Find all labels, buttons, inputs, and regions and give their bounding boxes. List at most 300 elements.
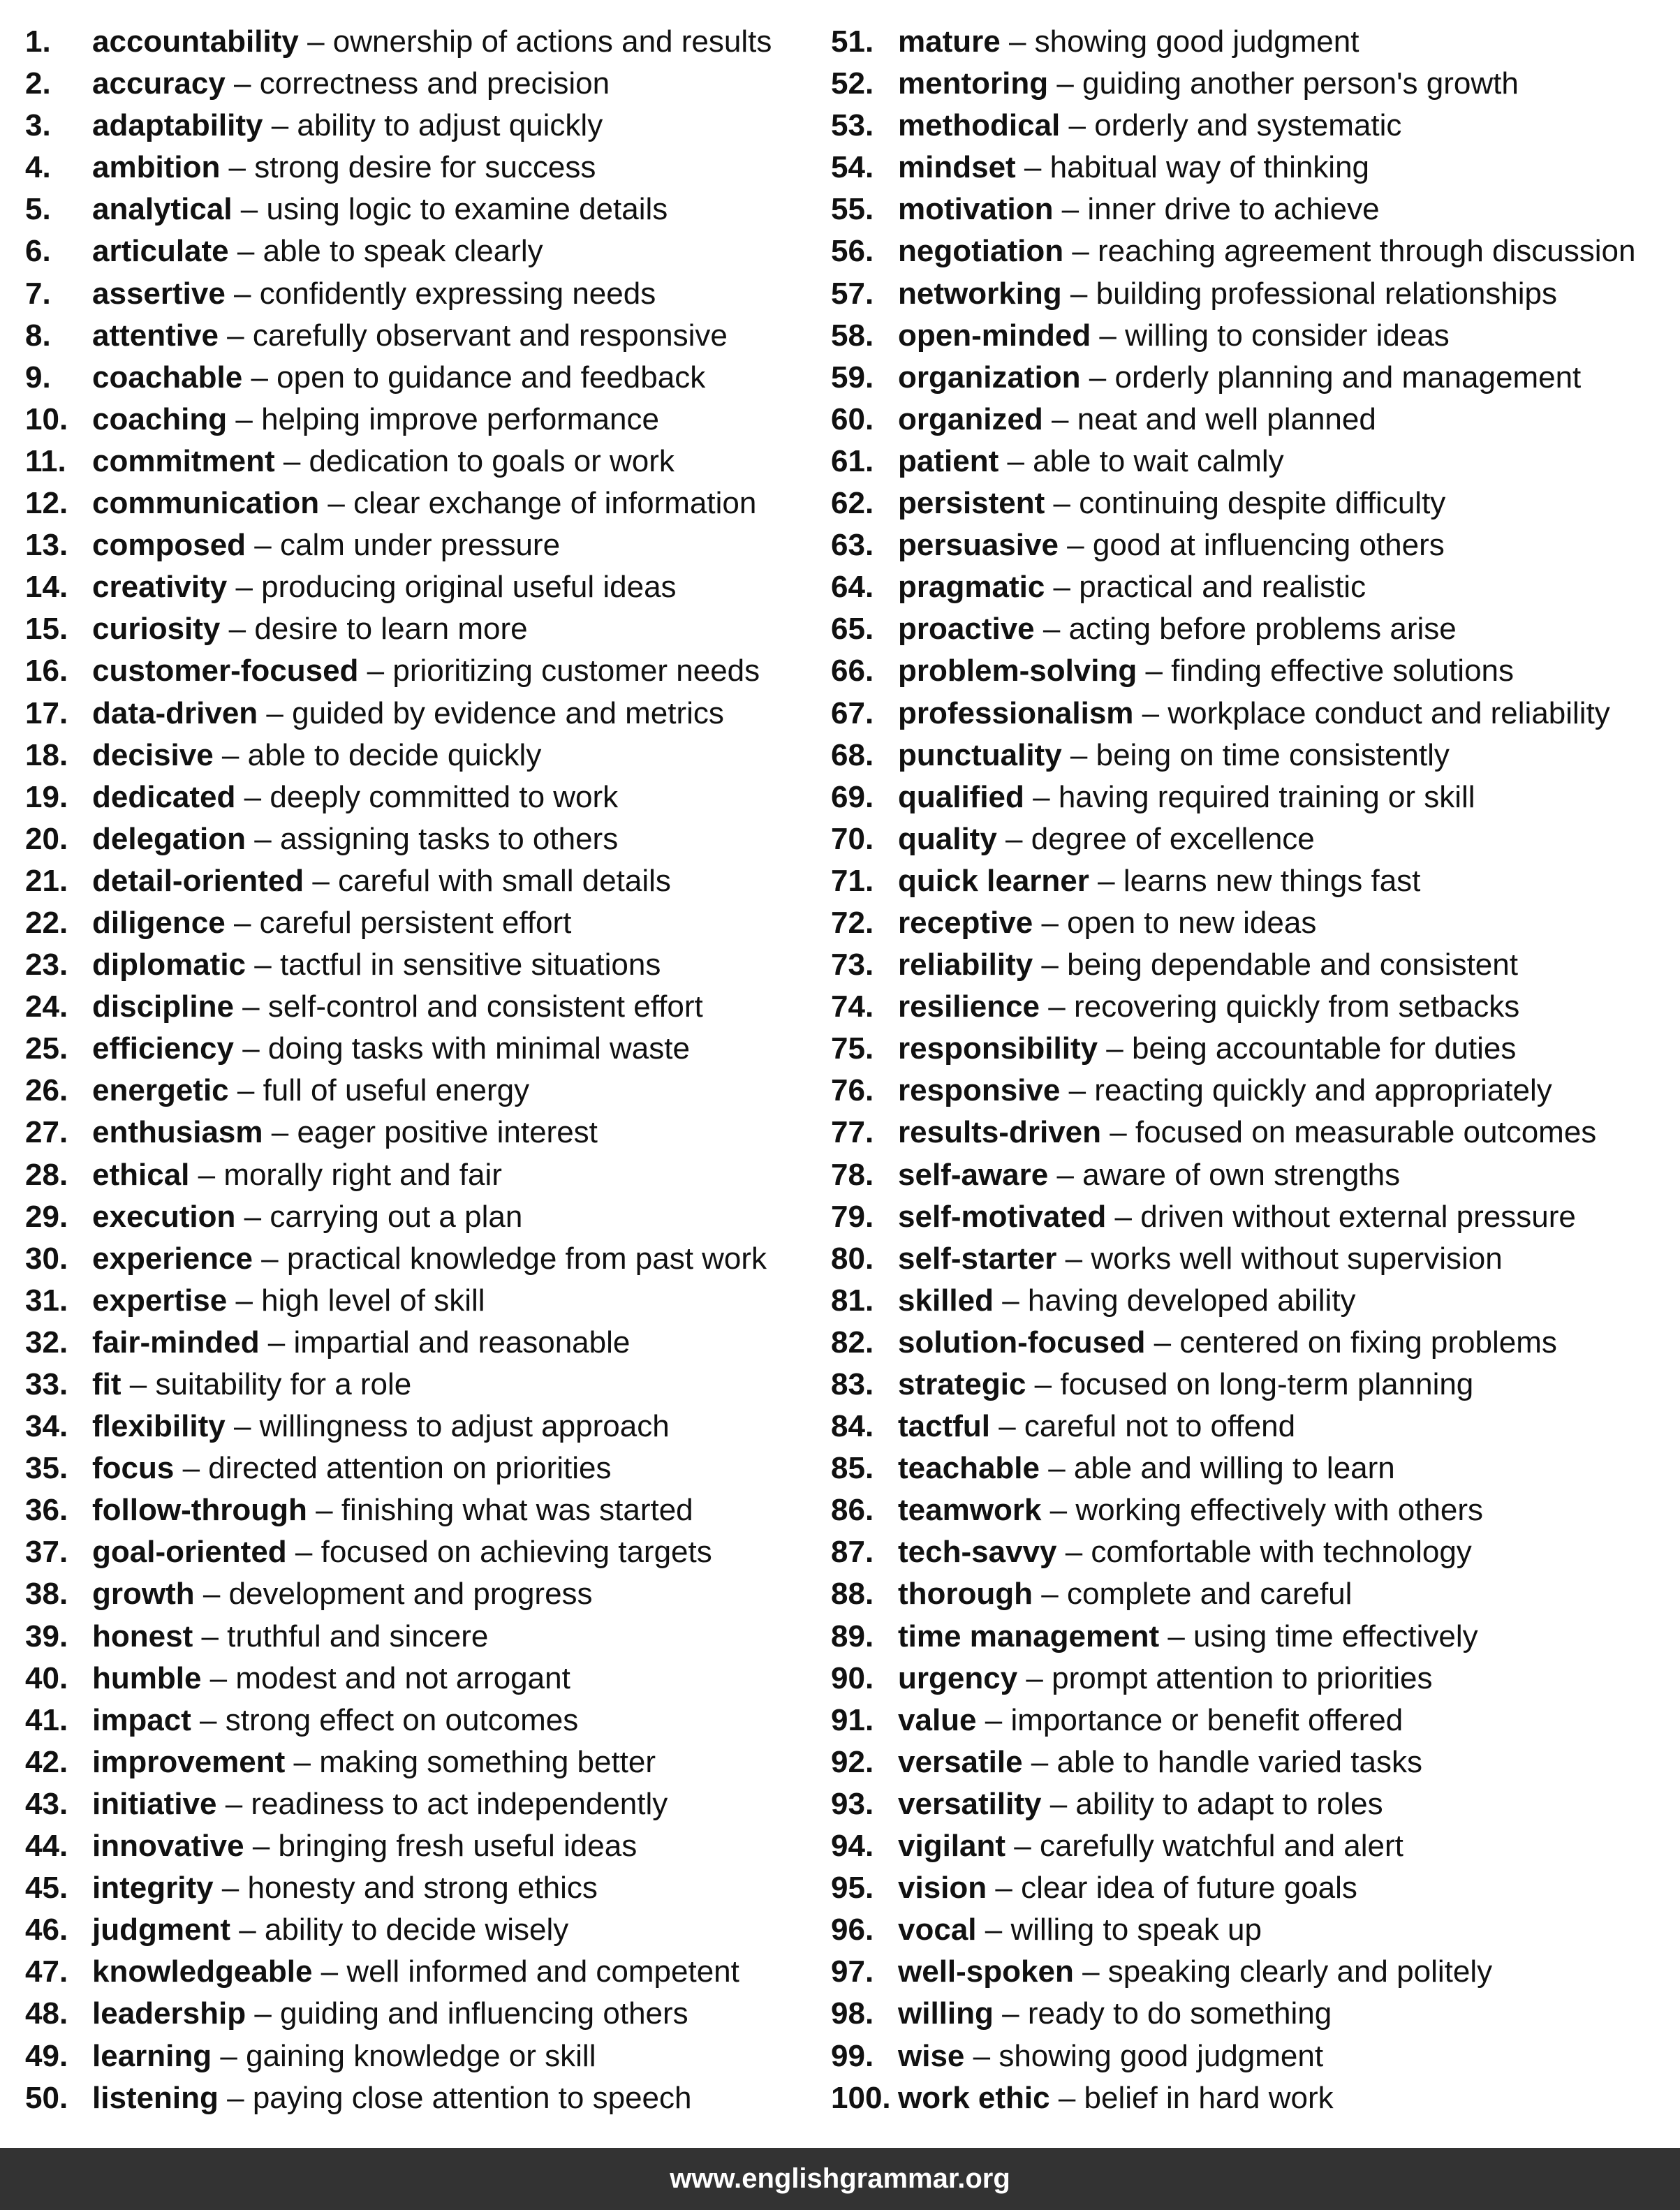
list-item	[831, 1531, 1669, 1573]
item-separator: –	[1026, 1367, 1061, 1401]
list-item	[25, 1825, 821, 1867]
item-definition: good at influencing others	[1092, 528, 1445, 563]
list-item	[831, 1909, 1669, 1951]
list-item	[25, 357, 821, 399]
item-separator: –	[225, 66, 260, 101]
list-item	[25, 1154, 821, 1196]
item-term: detail-oriented	[92, 863, 304, 898]
item-term: fair-minded	[92, 1325, 260, 1360]
item-definition: guided by evidence and metrics	[292, 695, 724, 730]
item-separator: –	[263, 1115, 297, 1150]
item-term: responsive	[898, 1073, 1061, 1108]
item-separator: –	[1033, 905, 1068, 940]
item-separator: –	[1034, 612, 1069, 647]
item-definition: workplace conduct and reliability	[1167, 695, 1610, 730]
item-number: 89.	[831, 1619, 874, 1653]
item-term: mindset	[898, 150, 1016, 185]
item-separator: –	[993, 1283, 1028, 1318]
item-separator: –	[976, 1702, 1011, 1737]
item-separator: –	[242, 360, 277, 395]
item-definition: reacting quickly and appropriately	[1094, 1073, 1552, 1108]
item-number: 3.	[25, 108, 51, 143]
item-separator: –	[1033, 948, 1068, 982]
item-separator: –	[174, 1451, 209, 1486]
vocabulary-list-right-column	[831, 21, 1669, 2119]
item-number: 64.	[831, 570, 874, 605]
item-term: work ethic	[898, 2080, 1050, 2115]
item-number: 88.	[831, 1577, 874, 1612]
item-number: 80.	[831, 1241, 874, 1276]
item-separator: –	[1145, 1325, 1180, 1360]
item-number: 57.	[831, 276, 874, 311]
item-separator: –	[1100, 1115, 1135, 1150]
list-item	[831, 860, 1669, 902]
item-separator: –	[216, 1786, 251, 1821]
item-number: 39.	[25, 1619, 68, 1653]
item-definition: belief in hard work	[1084, 2080, 1334, 2115]
item-number: 59.	[831, 360, 874, 395]
item-separator: –	[312, 1954, 347, 1989]
list-item	[25, 1489, 821, 1531]
item-term: dedicated	[92, 779, 236, 814]
item-separator: –	[993, 1996, 1028, 2031]
list-item	[25, 1951, 821, 1993]
item-definition: development and progress	[228, 1577, 593, 1612]
item-definition: ownership of actions and results	[332, 24, 772, 59]
list-item	[831, 1154, 1669, 1196]
item-term: persistent	[898, 486, 1045, 521]
item-number: 21.	[25, 863, 68, 898]
item-definition: prompt attention to priorities	[1052, 1660, 1433, 1695]
item-separator: –	[1063, 234, 1098, 269]
item-number: 100.	[831, 2080, 891, 2115]
list-item	[831, 1658, 1669, 1700]
item-definition: bringing fresh useful ideas	[278, 1829, 638, 1864]
item-separator: –	[1049, 2080, 1084, 2115]
item-definition: honesty and strong ethics	[247, 1871, 598, 1906]
item-term: accountability	[92, 24, 299, 59]
item-separator: –	[1041, 1786, 1076, 1821]
item-number: 79.	[831, 1199, 874, 1234]
item-number: 62.	[831, 486, 874, 521]
footer-bar	[0, 2148, 1680, 2210]
item-definition: directed attention on priorities	[208, 1451, 612, 1486]
item-term: execution	[92, 1199, 236, 1234]
item-number: 45.	[25, 1871, 68, 1906]
item-definition: able to wait calmly	[1033, 443, 1284, 478]
item-separator: –	[1048, 1157, 1083, 1192]
list-item	[25, 1867, 821, 1909]
list-item	[831, 105, 1669, 147]
item-number: 69.	[831, 779, 874, 814]
item-term: growth	[92, 1577, 195, 1612]
item-definition: deeply committed to work	[270, 779, 619, 814]
item-definition: comfortable with technology	[1091, 1535, 1472, 1570]
item-definition: open to guidance and feedback	[277, 360, 706, 395]
item-separator: –	[298, 24, 333, 59]
item-term: negotiation	[898, 234, 1064, 269]
item-term: results-driven	[898, 1115, 1101, 1150]
item-term: analytical	[92, 192, 233, 227]
item-definition: able to speak clearly	[263, 234, 543, 269]
item-term: quick learner	[898, 863, 1089, 898]
item-definition: willingness to adjust approach	[259, 1409, 670, 1444]
item-term: open-minded	[898, 318, 1091, 353]
item-definition: eager positive interest	[297, 1115, 598, 1150]
item-definition: self-control and consistent effort	[267, 989, 703, 1024]
item-separator: –	[1089, 863, 1123, 898]
item-term: delegation	[92, 821, 246, 856]
item-definition: careful persistent effort	[259, 905, 572, 940]
item-term: organized	[898, 402, 1043, 436]
item-separator: –	[228, 1073, 263, 1108]
item-definition: learns new things fast	[1123, 863, 1421, 898]
list-item	[831, 357, 1669, 399]
item-separator: –	[1040, 989, 1074, 1024]
list-item	[25, 105, 821, 147]
item-number: 34.	[25, 1409, 68, 1444]
item-definition: guiding and influencing others	[280, 1996, 688, 2031]
item-term: discipline	[92, 989, 234, 1024]
list-item	[25, 1028, 821, 1070]
item-separator: –	[1042, 402, 1077, 436]
item-number: 87.	[831, 1535, 874, 1570]
list-item	[25, 1616, 821, 1658]
list-item	[831, 1406, 1669, 1447]
item-definition: finding effective solutions	[1171, 654, 1515, 688]
item-number: 26.	[25, 1073, 68, 1108]
item-separator: –	[1053, 192, 1088, 227]
item-number: 30.	[25, 1241, 68, 1276]
item-definition: assigning tasks to others	[279, 821, 619, 856]
footer-website-link[interactable]: www.englishgrammar.org	[670, 2163, 1010, 2194]
item-separator: –	[227, 1283, 262, 1318]
item-definition: modest and not arrogant	[235, 1660, 570, 1695]
item-definition: driven without external pressure	[1140, 1199, 1576, 1234]
item-term: integrity	[92, 1871, 214, 1906]
item-separator: –	[235, 779, 270, 814]
item-term: decisive	[92, 737, 214, 772]
item-term: strategic	[898, 1367, 1026, 1401]
item-term: problem-solving	[898, 654, 1137, 688]
item-separator: –	[1015, 150, 1050, 185]
item-separator: –	[1017, 1660, 1052, 1695]
item-term: listening	[92, 2080, 219, 2115]
item-definition: degree of excellence	[1031, 821, 1315, 856]
item-number: 48.	[25, 1996, 68, 2031]
list-item	[831, 1783, 1669, 1825]
item-definition: acting before problems arise	[1068, 612, 1457, 647]
item-separator: –	[990, 1409, 1024, 1444]
item-number: 92.	[831, 1744, 874, 1779]
item-term: efficiency	[92, 1031, 234, 1066]
item-number: 15.	[25, 612, 68, 647]
item-definition: producing original useful ideas	[261, 570, 677, 605]
item-definition: practical and realistic	[1079, 570, 1366, 605]
list-item	[25, 1700, 821, 1741]
item-separator: –	[232, 192, 267, 227]
item-separator: –	[1048, 66, 1083, 101]
item-separator: –	[193, 1619, 228, 1653]
item-separator: –	[1060, 1073, 1095, 1108]
item-term: vocal	[898, 1913, 977, 1947]
item-number: 70.	[831, 821, 874, 856]
list-item	[25, 315, 821, 357]
item-term: proactive	[898, 612, 1035, 647]
list-item	[831, 2077, 1669, 2119]
list-item	[831, 1238, 1669, 1280]
item-number: 20.	[25, 821, 68, 856]
item-term: articulate	[92, 234, 229, 269]
list-item	[831, 1825, 1669, 1867]
list-item	[831, 189, 1669, 230]
item-number: 6.	[25, 234, 51, 269]
list-item	[25, 1658, 821, 1700]
item-definition: desire to learn more	[254, 612, 528, 647]
item-definition: ability to adapt to roles	[1075, 1786, 1383, 1821]
item-term: leadership	[92, 1996, 246, 2031]
item-number: 73.	[831, 948, 874, 982]
list-item	[831, 1070, 1669, 1112]
item-separator: –	[1000, 24, 1035, 59]
item-term: honest	[92, 1619, 193, 1653]
list-item	[25, 1573, 821, 1615]
item-number: 51.	[831, 24, 874, 59]
item-term: teamwork	[898, 1493, 1042, 1528]
item-number: 93.	[831, 1786, 874, 1821]
item-number: 56.	[831, 234, 874, 269]
item-separator: –	[304, 863, 339, 898]
item-number: 97.	[831, 1954, 874, 1989]
item-definition: speaking clearly and politely	[1107, 1954, 1493, 1989]
item-definition: guiding another person's growth	[1082, 66, 1519, 101]
list-item	[25, 1070, 821, 1112]
list-item	[25, 1196, 821, 1238]
item-definition: complete and careful	[1066, 1577, 1353, 1612]
item-term: skilled	[898, 1283, 994, 1318]
item-number: 86.	[831, 1493, 874, 1528]
item-definition: able and willing to learn	[1073, 1451, 1395, 1486]
item-number: 65.	[831, 612, 874, 647]
item-definition: doing tasks with minimal waste	[267, 1031, 690, 1066]
item-number: 68.	[831, 737, 874, 772]
item-number: 74.	[831, 989, 874, 1024]
item-number: 50.	[25, 2080, 68, 2115]
item-term: well-spoken	[898, 1954, 1074, 1989]
item-term: curiosity	[92, 612, 221, 647]
list-item	[25, 1741, 821, 1783]
item-term: commitment	[92, 443, 275, 478]
item-term: adaptability	[92, 108, 263, 143]
item-separator: –	[189, 1157, 224, 1192]
list-item	[25, 63, 821, 105]
list-item	[25, 1112, 821, 1154]
item-term: tech-savvy	[898, 1535, 1057, 1570]
item-definition: carefully observant and responsive	[252, 318, 728, 353]
item-term: receptive	[898, 905, 1033, 940]
item-number: 81.	[831, 1283, 874, 1318]
item-term: fit	[92, 1367, 121, 1401]
item-term: composed	[92, 528, 246, 563]
item-term: assertive	[92, 276, 226, 311]
item-separator: –	[996, 821, 1031, 856]
item-separator: –	[274, 443, 309, 478]
item-term: professionalism	[898, 695, 1134, 730]
list-item	[831, 1028, 1669, 1070]
item-term: reliability	[898, 948, 1033, 982]
item-definition: centered on fixing problems	[1179, 1325, 1557, 1360]
item-definition: open to new ideas	[1067, 905, 1317, 940]
item-number: 77.	[831, 1115, 874, 1150]
item-number: 13.	[25, 528, 68, 563]
item-term: flexibility	[92, 1409, 226, 1444]
item-number: 83.	[831, 1367, 874, 1401]
item-number: 17.	[25, 695, 68, 730]
item-term: solution-focused	[898, 1325, 1146, 1360]
item-number: 55.	[831, 192, 874, 227]
item-number: 9.	[25, 360, 51, 395]
list-item	[831, 273, 1669, 315]
item-definition: continuing despite difficulty	[1079, 486, 1446, 521]
list-item	[831, 1951, 1669, 1993]
item-number: 8.	[25, 318, 51, 353]
item-term: resilience	[898, 989, 1040, 1024]
item-term: value	[898, 1702, 977, 1737]
item-definition: prioritizing customer needs	[392, 654, 760, 688]
item-term: versatile	[898, 1744, 1023, 1779]
item-term: methodical	[898, 108, 1061, 143]
item-definition: careful not to offend	[1024, 1409, 1296, 1444]
list-item	[25, 273, 821, 315]
item-separator: –	[1091, 318, 1126, 353]
item-separator: –	[230, 1913, 265, 1947]
item-separator: –	[1106, 1199, 1141, 1234]
item-term: focus	[92, 1451, 175, 1486]
item-term: teachable	[898, 1451, 1040, 1486]
list-item	[25, 860, 821, 902]
vocabulary-list-left-column	[25, 21, 821, 2119]
item-definition: building professional relationships	[1096, 276, 1558, 311]
item-separator: –	[246, 948, 280, 982]
item-term: thorough	[898, 1577, 1033, 1612]
item-definition: readiness to act independently	[251, 1786, 668, 1821]
item-definition: impartial and reasonable	[293, 1325, 631, 1360]
item-term: customer-focused	[92, 654, 359, 688]
item-number: 66.	[831, 654, 874, 688]
item-number: 84.	[831, 1409, 874, 1444]
item-separator: –	[1045, 570, 1080, 605]
item-term: goal-oriented	[92, 1535, 287, 1570]
item-separator: –	[987, 1871, 1022, 1906]
item-number: 91.	[831, 1702, 874, 1737]
list-item	[831, 315, 1669, 357]
item-definition: having required training or skill	[1058, 779, 1475, 814]
list-item	[25, 21, 821, 63]
item-definition: finishing what was started	[341, 1493, 693, 1528]
item-separator: –	[252, 1241, 287, 1276]
list-item	[25, 441, 821, 482]
item-number: 32.	[25, 1325, 68, 1360]
item-number: 33.	[25, 1367, 68, 1401]
item-number: 40.	[25, 1660, 68, 1695]
item-term: experience	[92, 1241, 253, 1276]
item-number: 47.	[25, 1954, 68, 1989]
item-definition: inner drive to achieve	[1087, 192, 1380, 227]
item-definition: focused on long-term planning	[1060, 1367, 1474, 1401]
item-number: 85.	[831, 1451, 874, 1486]
item-term: humble	[92, 1660, 202, 1695]
item-definition: correctness and precision	[259, 66, 610, 101]
item-definition: focused on achieving targets	[320, 1535, 712, 1570]
item-number: 76.	[831, 1073, 874, 1108]
item-term: self-motivated	[898, 1199, 1107, 1234]
item-term: diligence	[92, 905, 226, 940]
item-separator: –	[1056, 1535, 1091, 1570]
list-item	[25, 482, 821, 524]
item-separator: –	[1045, 486, 1080, 521]
list-item	[25, 230, 821, 272]
list-item	[831, 608, 1669, 650]
list-item	[25, 1447, 821, 1489]
item-separator: –	[1159, 1619, 1194, 1653]
item-separator: –	[212, 2038, 246, 2073]
item-term: accuracy	[92, 66, 226, 101]
item-term: coachable	[92, 360, 243, 395]
list-item	[831, 1993, 1669, 2035]
item-definition: dedication to goals or work	[309, 443, 675, 478]
item-number: 63.	[831, 528, 874, 563]
item-number: 78.	[831, 1157, 874, 1192]
item-separator: –	[121, 1367, 156, 1401]
item-term: organization	[898, 360, 1081, 395]
item-separator: –	[1005, 1829, 1040, 1864]
list-item	[25, 1993, 821, 2035]
item-term: innovative	[92, 1829, 244, 1864]
item-number: 27.	[25, 1115, 68, 1150]
item-definition: carrying out a plan	[270, 1199, 523, 1234]
item-term: vigilant	[898, 1829, 1006, 1864]
list-item	[831, 818, 1669, 860]
list-item	[831, 1489, 1669, 1531]
item-separator: –	[1041, 1493, 1076, 1528]
list-item	[831, 1741, 1669, 1783]
list-item	[831, 399, 1669, 441]
item-definition: being accountable for duties	[1132, 1031, 1517, 1066]
item-definition: reaching agreement through discussion	[1098, 234, 1636, 269]
item-term: tactful	[898, 1409, 990, 1444]
item-definition: ability to adjust quickly	[297, 108, 603, 143]
list-item	[25, 2035, 821, 2077]
list-item	[25, 189, 821, 230]
item-definition: gaining knowledge or skill	[246, 2038, 596, 2073]
item-definition: recovering quickly from setbacks	[1073, 989, 1520, 1024]
item-definition: paying close attention to speech	[252, 2080, 692, 2115]
item-term: mature	[898, 24, 1001, 59]
list-item	[831, 482, 1669, 524]
item-number: 31.	[25, 1283, 68, 1318]
item-separator: –	[1033, 1577, 1067, 1612]
list-item	[25, 608, 821, 650]
list-item	[25, 1531, 821, 1573]
item-definition: practical knowledge from past work	[286, 1241, 767, 1276]
item-separator: –	[1061, 276, 1096, 311]
item-separator: –	[307, 1493, 341, 1528]
item-definition: morally right and fair	[223, 1157, 502, 1192]
item-term: ambition	[92, 150, 221, 185]
list-item	[25, 1783, 821, 1825]
item-separator: –	[225, 1409, 260, 1444]
item-number: 5.	[25, 192, 51, 227]
